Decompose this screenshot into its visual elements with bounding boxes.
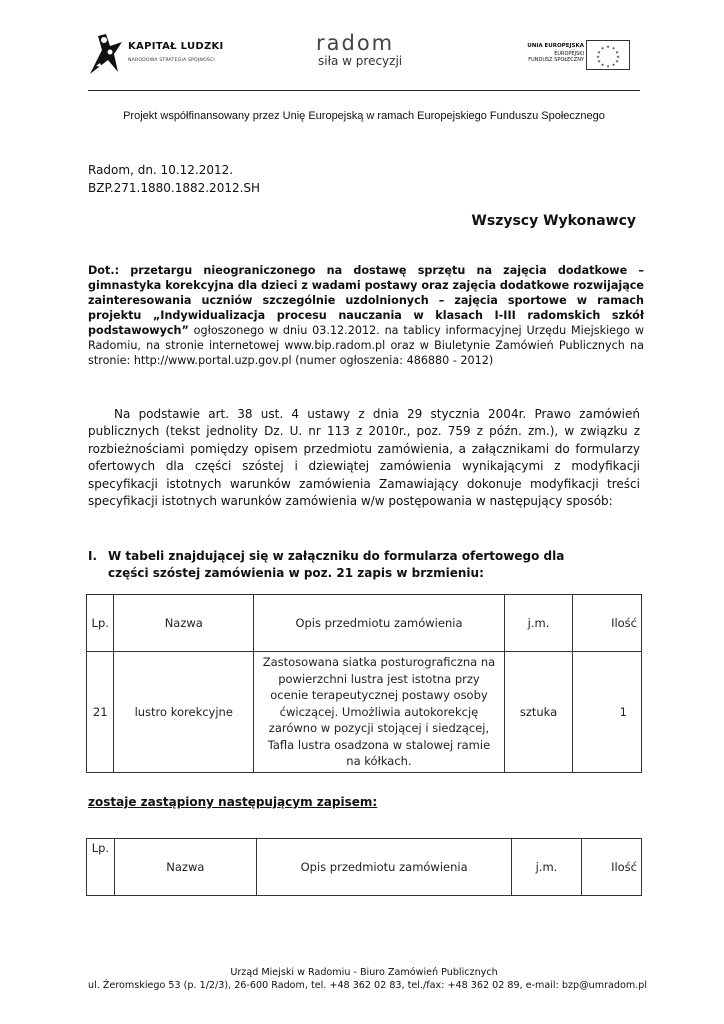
kapital-ludzki-title: KAPITAŁ LUDZKI — [128, 41, 224, 52]
svg-text:★: ★ — [597, 58, 601, 64]
eu-logo — [520, 40, 632, 74]
footer-address: ul. Żeromskiego 53 (p. 1/2/3), 26-600 Radom, tel. +48 362 02 83, tel./fax: +48 362 02 89, e-mail: bzp@umradom.pl — [88, 980, 648, 991]
eu-line3: FUNDUSZ SPOŁECZNY — [528, 57, 584, 63]
header-name: Nazwa — [114, 839, 256, 896]
subject-bold: Dot.: przetargu nieograniczonego na dostawę sprzętu na zajęcia dodatkowe – gimnastyka korekcyjna dla dzieci z wadami postawy oraz zajęcia dodatkowe rozwijające zainteresowania uczniów szczególnie uzdolnionych – zajęcia sportowe w ramach projektu „Indywidualizacja procesu nauczania w klasach I-III radomskich szkół podstawowych” — [88, 264, 645, 337]
svg-text:★: ★ — [596, 54, 600, 59]
header-ilosc: Ilość — [573, 595, 642, 652]
svg-text:★: ★ — [600, 45, 605, 51]
svg-text:★: ★ — [611, 62, 616, 67]
row-opis-cell — [254, 652, 505, 773]
kapital-ludzki-icon — [88, 30, 124, 76]
svg-text:★: ★ — [615, 49, 619, 55]
header-opis: Opis przedmiotu zamówienia — [254, 595, 505, 652]
eu-line1: UNIA EUROPEJSKA — [527, 43, 584, 49]
header-lp: Lp. — [87, 595, 114, 652]
header-jm: j.m. — [512, 839, 581, 896]
eu-line2: EUROPEJSKI — [554, 51, 584, 57]
svg-text:★: ★ — [606, 44, 610, 49]
addressee: Wszyscy Wykonawcy — [471, 213, 636, 229]
table-header-row — [87, 595, 642, 652]
section-text: W tabeli znajdującej się w załączniku do formularza ofertowego dla części szóstej zamówienia w poz. 21 zapis w brzmieniu: — [108, 549, 565, 580]
table-row — [87, 652, 642, 773]
svg-text:★: ★ — [606, 63, 610, 69]
header-jm: j.m. — [504, 595, 572, 652]
kapital-ludzki-subtitle: NARODOWA STRATEGIA SPÓJNOŚCI — [128, 58, 215, 63]
radom-logo — [306, 31, 418, 74]
footer-office: Urząd Miejski w Radomiu - Biuro Zamówień Publicznych — [230, 967, 498, 978]
row-ilosc: 1 — [573, 652, 642, 773]
svg-text:★: ★ — [611, 45, 616, 51]
svg-text:★: ★ — [600, 62, 605, 67]
svg-text:★: ★ — [616, 54, 620, 59]
header-name: Nazwa — [114, 595, 254, 652]
replacement-table — [86, 838, 642, 896]
kapital-ludzki-logo — [88, 30, 238, 78]
replacement-note: zostaje zastąpiony następującym zapisem: — [88, 795, 378, 809]
header-divider — [88, 90, 640, 91]
body-paragraph: Na podstawie art. 38 ust. 4 ustawy z dnia 29 stycznia 2004r. Prawo zamówień publicznych (tekst jednolity Dz. U. nr 113 z 2010r., poz. 759 z późn. zm.), w związku z rozbieżnościami pomiędzy opisem przedmiotu zamówienia, a załącznikami do formularzy ofertowych dla części szóstej i dziewiątej zamówienia wynikającymi z modyfikacji specyfikacji istotnych warunków zamówienia Zamawiający dokonuje modyfikacji treści specyfikacji istotnych warunków zamówienia w/w postępowania w następujący sposób: — [88, 407, 640, 509]
row-jm: sztuka — [504, 652, 572, 773]
radom-tagline: siła w precyzji — [318, 54, 403, 68]
row-lp: 21 — [87, 652, 114, 773]
radom-wordmark: radom — [316, 31, 395, 55]
subject-paragraph — [88, 263, 644, 368]
section-number: I. — [88, 549, 98, 563]
table-header-row — [87, 839, 642, 896]
row-name: lustro korekcyjne — [114, 652, 254, 773]
svg-text:★: ★ — [615, 58, 619, 64]
original-table — [86, 594, 642, 773]
svg-text:★: ★ — [597, 49, 601, 55]
row-opis: Zastosowana siatka posturograficzna na powierzchni lustra jest istotna przy ocenie terapeutycznej postawy osoby ćwiczącej. Umożliwia autokorekcję zarówno w pozycji stojącej i siedzącej, Tafla lustra osadzona w stalowej ramie na kółkach. — [262, 655, 496, 768]
case-signature: BZP.271.1880.1882.2012.SH — [88, 181, 261, 195]
header-opis: Opis przedmiotu zamówienia — [256, 839, 512, 896]
place-date: Radom, dn. 10.12.2012. — [88, 163, 234, 177]
cofinancing-note: Projekt współfinansowany przez Unię Europejską w ramach Europejskiego Funduszu Społecznego — [123, 110, 605, 122]
header-ilosc: Ilość — [581, 839, 641, 896]
header-lp: Lp. — [87, 839, 115, 896]
eu-flag-icon — [586, 40, 630, 70]
subject-rest: ogłoszonego w dniu 03.12.2012. na tablicy informacyjnej Urzędu Miejskiego w Radomiu, na stronie internetowej www.bip.radom.pl oraz w Biuletynie Zamówień Publicznych na stronie: http://www.portal.uzp.gov.pl (numer ogłoszenia: 486880 - 2012) — [88, 324, 644, 367]
